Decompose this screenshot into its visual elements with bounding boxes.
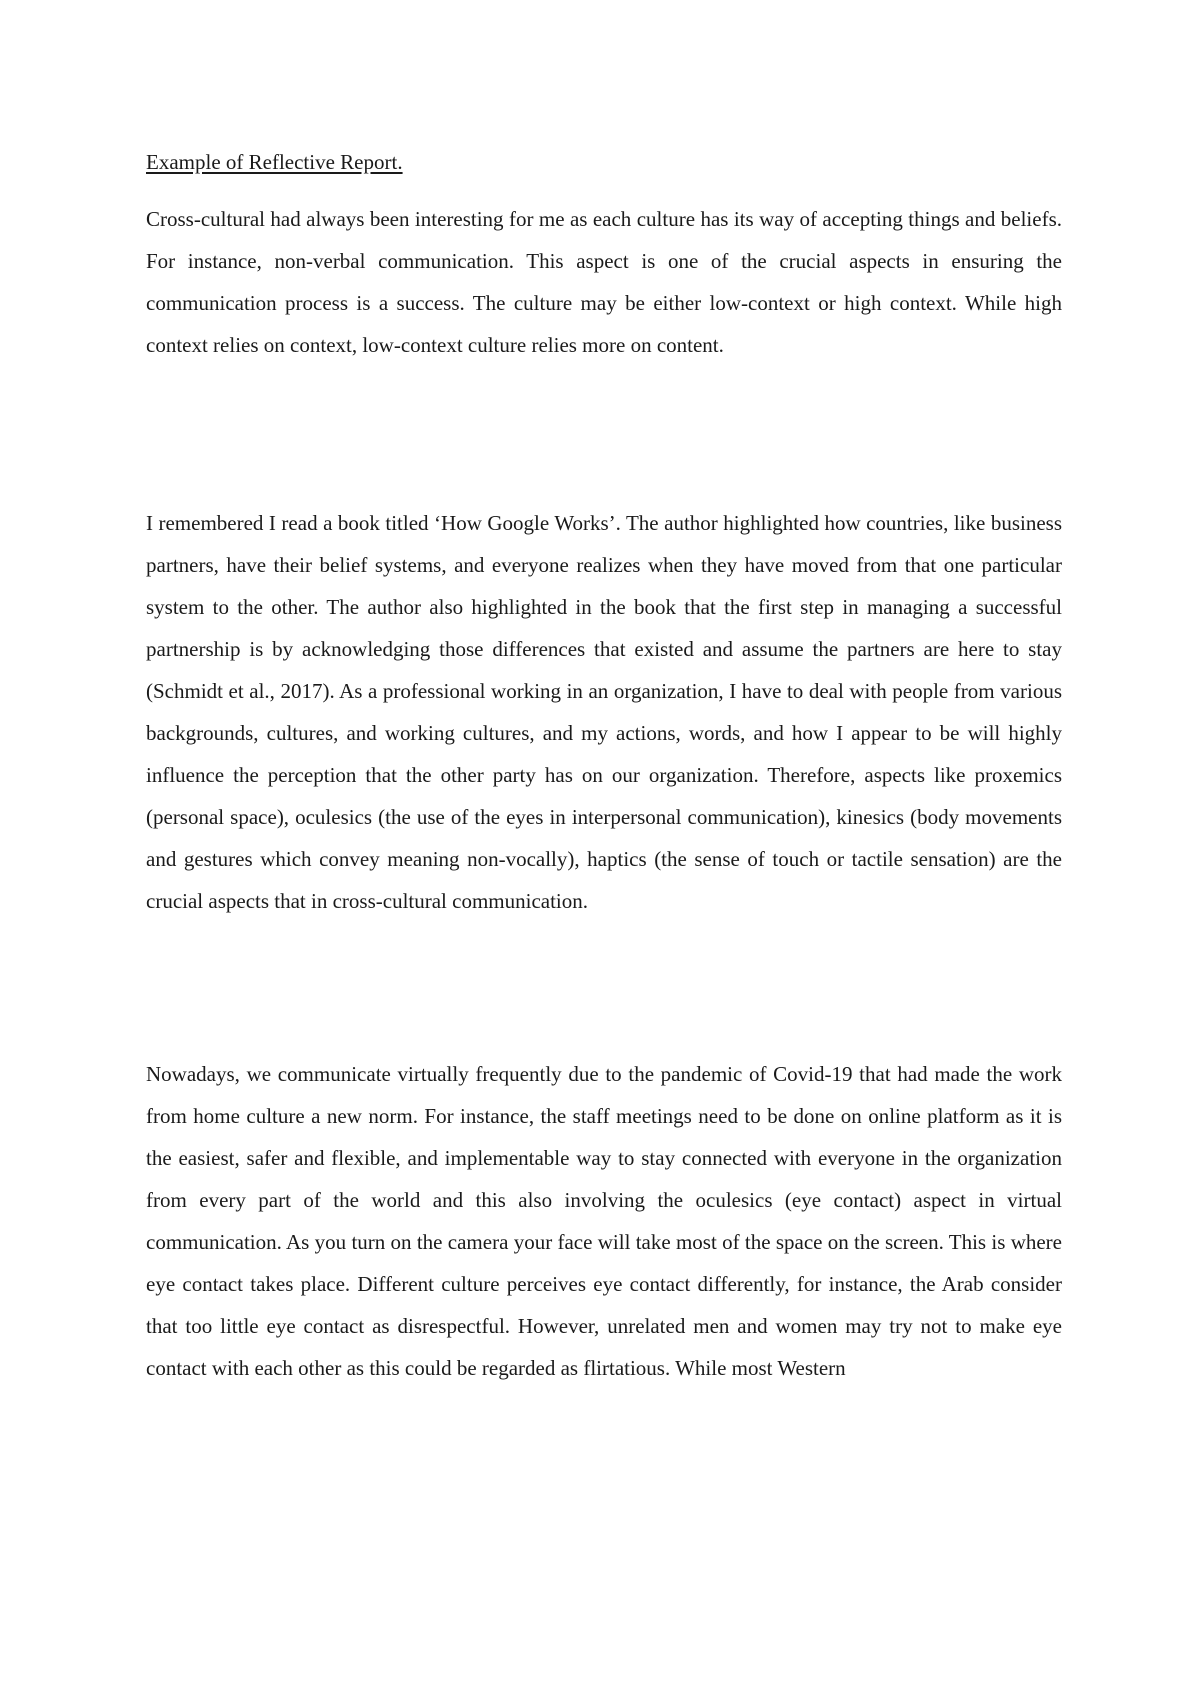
paragraph-intro: Cross-cultural had always been interesting for me as each culture has its way of accepting things and beliefs. For instance, non-verbal communication. This aspect is one of the crucial aspects in ensuring the communication process is a success. The culture may be either low-context or high context. While high context relies on context, low-context culture relies more on content. — [146, 207, 1062, 358]
document-title: Example of Reflective Report. — [146, 150, 403, 174]
document-body — [146, 148, 1062, 1389]
paragraph-how-google-works: I remembered I read a book titled ‘How Google Works’. The author highlighted how countries, like business partners, have their belief systems, and everyone realizes when they have moved from that one particular system to the other. The author also highlighted in the book that the first step in managing a successful partnership is by acknowledging those differences that existed and assume the partners are here to stay (Schmidt et al., 2017). As a professional working in an organization, I have to deal with people from various backgrounds, cultures, and working cultures, and my actions, words, and how I appear to be will highly influence the perception that the other party has on our organization. Therefore, aspects like proxemics (personal space), oculesics (the use of the eyes in interpersonal communication), kinesics (body movements and gestures which convey meaning non-vocally), haptics (the sense of touch or tactile sensation) are the crucial aspects that in cross-cultural communication. — [146, 511, 1062, 914]
paragraph-virtual-communication: Nowadays, we communicate virtually frequently due to the pandemic of Covid-19 that had made the work from home culture a new norm. For instance, the staff meetings need to be done on online platform as it is the easiest, safer and flexible, and implementable way to stay connected with everyone in the organization from every part of the world and this also involving the oculesics (eye contact) aspect in virtual communication. As you turn on the camera your face will take most of the space on the screen. This is where eye contact takes place. Different culture perceives eye contact differently, for instance, the Arab consider that too little eye contact as disrespectful. However, unrelated men and women may try not to make eye contact with each other as this could be regarded as flirtatious. While most Western — [146, 1062, 1062, 1381]
